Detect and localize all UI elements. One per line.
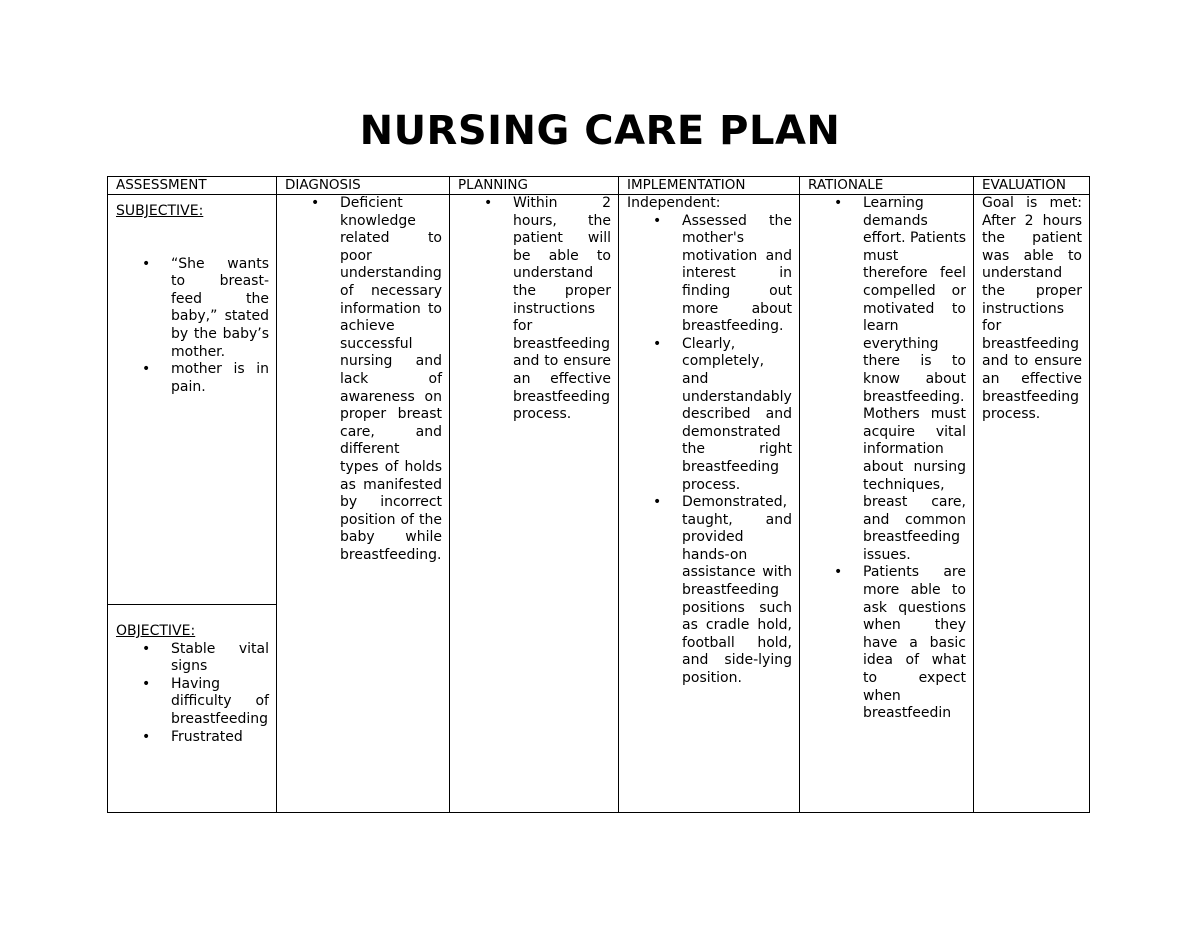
subjective-list <box>116 256 269 397</box>
header-diagnosis: DIAGNOSIS <box>277 177 450 195</box>
planning-list <box>458 195 611 424</box>
rationale-cell <box>800 195 974 813</box>
list-item: • Stable vital signs <box>171 641 269 676</box>
implementation-cell <box>619 195 800 813</box>
header-rationale: RATIONALE <box>800 177 974 195</box>
list-item: • Frustrated <box>171 729 269 747</box>
subjective-label: SUBJECTIVE: <box>116 203 204 219</box>
list-item: • mother is in pain. <box>171 361 269 396</box>
list-item: • Clearly, completely, and understandably described and demonstrated the right breastfeeding process. <box>682 336 792 494</box>
list-item: • “She wants to breast-feed the baby,” stated by the baby’s mother. <box>171 256 269 362</box>
implementation-intro: Independent: <box>627 195 721 211</box>
list-item: • Assessed the mother's motivation and interest in finding out more about breastfeeding. <box>682 213 792 336</box>
list-item: • Demonstrated, taught, and provided hands-on assistance with breastfeeding positions such as cradle hold, football hold, and side-lying position. <box>682 494 792 688</box>
table-row <box>108 195 1090 813</box>
subjective-section <box>108 195 276 605</box>
header-evaluation: EVALUATION <box>974 177 1090 195</box>
list-item: • Learning demands effort. Patients must therefore feel compelled or motivated to learn everything there is to know about breastfeeding. Mothers must acquire vital information about nursing techniques, breast care, and common breastfeeding issues. <box>863 195 966 564</box>
assessment-cell <box>108 195 277 813</box>
planning-cell <box>450 195 619 813</box>
evaluation-cell <box>974 195 1090 813</box>
list-item: • Patients are more able to ask questions when they have a basic idea of what to expect when breastfeedin <box>863 564 966 722</box>
header-assessment: ASSESSMENT <box>108 177 277 195</box>
diagnosis-cell <box>277 195 450 813</box>
list-item: • Within 2 hours, the patient will be able to understand the proper instructions for breastfeeding and to ensure an effective breastfeeding process. <box>513 195 611 424</box>
objective-label: OBJECTIVE: <box>116 623 196 639</box>
header-implementation: IMPLEMENTATION <box>619 177 800 195</box>
page-title: NURSING CARE PLAN <box>359 108 841 154</box>
list-item: • Deficient knowledge related to poor understanding of necessary information to achieve successful nursing and lack of awareness on proper breast care, and different types of holds as manifested by incorrect position of the baby while breastfeeding. <box>340 195 442 564</box>
table-header-row <box>108 177 1090 195</box>
evaluation-text: Goal is met: After 2 hours the patient was able to understand the proper instructions for breastfeeding and to ensure an effective breastfeeding process. <box>982 195 1082 423</box>
objective-section <box>108 605 276 746</box>
rationale-list <box>808 195 966 723</box>
list-item: • Having difficulty of breastfeeding <box>171 676 269 729</box>
header-planning: PLANNING <box>450 177 619 195</box>
diagnosis-list <box>285 195 442 564</box>
implementation-list <box>627 213 792 688</box>
objective-list <box>116 641 269 747</box>
care-plan-table <box>107 176 1090 813</box>
